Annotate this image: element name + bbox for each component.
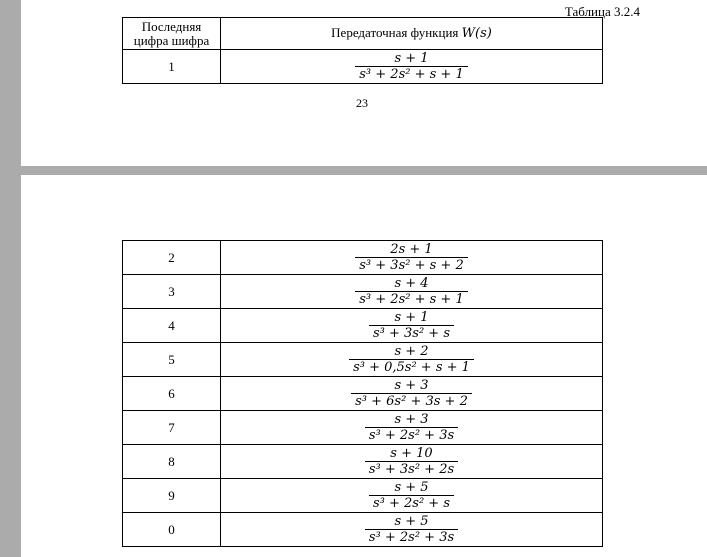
fraction	[365, 412, 458, 443]
page-number: 23	[356, 96, 368, 110]
denominator: s³ + 2s² + 3s	[365, 427, 458, 443]
row-transfer-function	[221, 343, 603, 377]
fraction	[365, 446, 458, 477]
header-transfer-function-text: Передаточная функция	[331, 25, 462, 40]
fraction	[365, 514, 458, 545]
row-digit: 7	[123, 411, 221, 445]
denominator: s³ + 0,5s² + s + 1	[349, 359, 474, 375]
numerator: s + 4	[394, 276, 429, 291]
numerator: s + 5	[394, 480, 429, 495]
row-digit: 1	[123, 50, 221, 84]
table-row	[123, 513, 603, 547]
table-row	[123, 241, 603, 275]
row-digit: 3	[123, 275, 221, 309]
row-transfer-function	[221, 377, 603, 411]
document-page-1	[21, 0, 707, 166]
denominator: s³ + 3s² + 2s	[365, 461, 458, 477]
table-row	[123, 377, 603, 411]
denominator: s³ + 2s² + s + 1	[355, 291, 467, 307]
row-digit: 2	[123, 241, 221, 275]
numerator: s + 5	[394, 514, 429, 529]
fraction	[351, 378, 472, 409]
row-transfer-function	[221, 513, 603, 547]
table-row	[123, 343, 603, 377]
numerator: s + 1	[394, 51, 429, 66]
transfer-function-table-part-1	[122, 17, 603, 84]
row-digit: 9	[123, 479, 221, 513]
fraction	[369, 480, 454, 511]
denominator: s³ + 2s² + 3s	[365, 529, 458, 545]
numerator: s + 2	[394, 344, 429, 359]
table-row	[123, 445, 603, 479]
numerator: s + 3	[394, 412, 429, 427]
table-caption: Таблица 3.2.4	[564, 4, 640, 19]
row-digit: 4	[123, 309, 221, 343]
table-header-row	[123, 18, 603, 50]
denominator: s³ + 6s² + 3s + 2	[351, 393, 472, 409]
fraction	[355, 242, 467, 273]
denominator: s³ + 3s² + s + 2	[355, 257, 467, 273]
numerator: s + 3	[394, 378, 429, 393]
row-digit: 8	[123, 445, 221, 479]
header-transfer-function-symbol: W(s)	[461, 26, 492, 41]
fraction	[349, 344, 474, 375]
table-row	[123, 50, 603, 84]
row-transfer-function	[221, 445, 603, 479]
table-row	[123, 479, 603, 513]
document-page-2	[21, 175, 707, 557]
denominator: s³ + 3s² + s	[369, 325, 454, 341]
transfer-function-table-part-2	[122, 240, 603, 547]
row-digit: 5	[123, 343, 221, 377]
row-digit: 0	[123, 513, 221, 547]
row-transfer-function	[221, 411, 603, 445]
numerator: s + 1	[394, 310, 429, 325]
fraction	[355, 276, 467, 307]
row-transfer-function	[221, 479, 603, 513]
row-transfer-function	[221, 275, 603, 309]
header-last-digit: Последняя цифра шифра	[123, 18, 221, 50]
fraction	[355, 51, 467, 82]
header-transfer-function	[221, 18, 603, 50]
numerator: 2s + 1	[390, 242, 433, 257]
table-row	[123, 275, 603, 309]
row-transfer-function	[221, 309, 603, 343]
row-transfer-function	[221, 50, 603, 84]
row-transfer-function	[221, 241, 603, 275]
denominator: s³ + 2s² + s	[369, 495, 454, 511]
table-row	[123, 411, 603, 445]
numerator: s + 10	[390, 446, 433, 461]
table-row	[123, 309, 603, 343]
fraction	[369, 310, 454, 341]
denominator: s³ + 2s² + s + 1	[355, 66, 467, 82]
row-digit: 6	[123, 377, 221, 411]
